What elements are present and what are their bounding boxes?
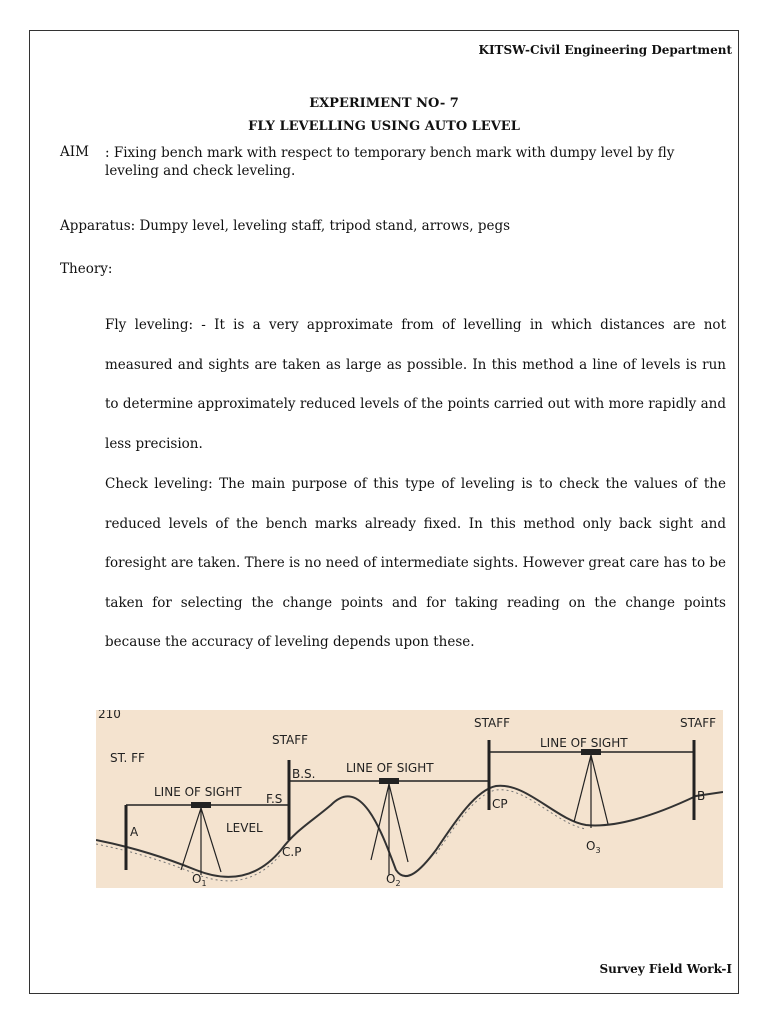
label-a: A (130, 825, 139, 839)
experiment-title: FLY LEVELLING USING AUTO LEVEL (248, 119, 520, 134)
aim-text: : Fixing bench mark with respect to temporary bench mark with dumpy level by fly leveling and check leveling. (105, 145, 675, 179)
label-line-of-sight-3: LINE OF SIGHT (540, 736, 628, 750)
department-header: KITSW-Civil Engineering Department (478, 43, 732, 57)
label-cp1: C.P (282, 845, 302, 859)
label-staff-a: ST. FF (110, 751, 145, 765)
label-corner: 210 (98, 710, 121, 721)
label-staff-cp2: STAFF (474, 716, 511, 730)
label-o2: $O_2$ (386, 872, 401, 888)
experiment-number: EXPERIMENT NO- 7 (309, 96, 459, 111)
leveling-diagram (96, 710, 723, 888)
label-line-of-sight-2: LINE OF SIGHT (346, 761, 434, 775)
check-leveling-paragraph: Check leveling: The main purpose of this type of leveling is to check the values of the reduced levels of the bench marks already fixed. In this method only back sight and foresight are taken. There is no need of intermediate sights. However great care has to be taken for selecting the change points and for taking reading on the change points because the accuracy of leveling depends upon these. (105, 476, 726, 651)
fly-leveling-paragraph: Fly leveling: - It is a very approximate from of levelling in which distances are not measured and sights are taken as large as possible. In this method a line of levels is run to determine approximately reduced levels of the points carried out with more rapidly and less precision. (105, 317, 726, 452)
label-line-of-sight-1: LINE OF SIGHT (154, 785, 242, 799)
label-o1: $O_1$ (192, 872, 207, 888)
theory-label: Theory: (60, 261, 113, 277)
apparatus-text: Apparatus: Dumpy level, leveling staff, tripod stand, arrows, pegs (60, 218, 511, 234)
course-footer: Survey Field Work-I (599, 962, 732, 976)
label-b: B (697, 789, 706, 803)
aim-label: AIM (60, 144, 89, 160)
label-bs: B.S. (292, 767, 316, 781)
figure-background (96, 710, 723, 888)
fly-leveling-figure (96, 710, 723, 888)
label-cp2: CP (492, 797, 508, 811)
label-level: LEVEL (226, 821, 263, 835)
label-o3: $O_3$ (586, 839, 601, 855)
label-fs: F.S (266, 792, 283, 806)
label-staff-cp1: STAFF (272, 733, 309, 747)
label-staff-b: STAFF (680, 716, 717, 730)
